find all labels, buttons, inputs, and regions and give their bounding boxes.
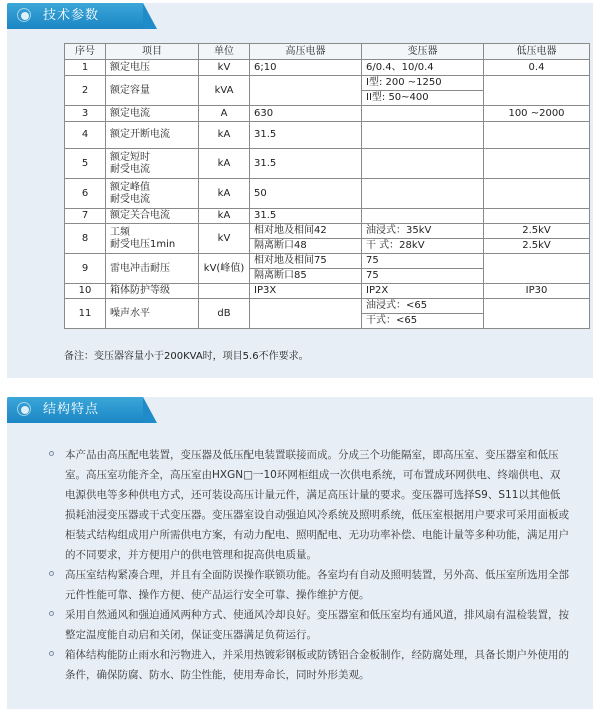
cell-lv xyxy=(484,179,590,209)
feature-text: 本产品由高压配电装置，变压器及低压配电装置联接而成。分成三个功能隔室，即高压室、变压器室和低压室。高压室功能齐全，高压室由HXGN□一10环网柜组成一次供电系统，可布置成环网供电、终端供电、双电源供电等多种供电方式，还可装设高压计量元件，满足高压计量的要求。变压器可选择S9、S11以其他低损耗油浸变压器或干式变压器。变压器室设自动强迫风冷系统及照明系统，低压室根据用户要求可采用面板或柜装式结构组成用户所需供电方案，有动力配电、照明配电、无功功率补偿、电能计量等多种功能，满足用户的不同要求，并方便用户的供电管理和捉高供电质量。 xyxy=(65,449,569,561)
cell-item: 额定开断电流 xyxy=(106,122,199,149)
cell-item xyxy=(106,224,199,254)
cell-no: 4 xyxy=(65,122,106,149)
cell-item: 额定关合电流 xyxy=(106,209,199,224)
table-row xyxy=(65,299,590,314)
table-row xyxy=(65,60,590,76)
cell-lv xyxy=(484,149,590,179)
cell-no: 3 xyxy=(65,106,106,122)
cell-lv: 100 ~2000 xyxy=(484,106,590,122)
cell-unit: kVA xyxy=(199,76,250,106)
table-row xyxy=(65,122,590,149)
list-item xyxy=(49,445,569,565)
feature-text: 高压室结构紧凑合理，并且有全面防误操作联锁功能。各室均有自动及照明装置，另外高、低压室所选用全部元件性能可靠、操作方便、使产品运行安全可靠、操作维护方便。 xyxy=(65,569,569,601)
cell-unit: kV(峰值) xyxy=(199,254,250,284)
cell-item: 噪声水平 xyxy=(106,299,199,329)
cell-lv: 2.5kV xyxy=(484,224,590,239)
cell-lv: IP30 xyxy=(484,284,590,299)
cell-no: 5 xyxy=(65,149,106,179)
cell-lv xyxy=(484,254,590,284)
cell-hv: 50 xyxy=(250,179,362,209)
cell-no: 2 xyxy=(65,76,106,106)
cell-no: 7 xyxy=(65,209,106,224)
table-header-row xyxy=(65,44,590,60)
feature-list xyxy=(49,445,569,685)
cell-hv: 31.5 xyxy=(250,209,362,224)
table-row xyxy=(65,149,590,179)
cell-tr: II型: 50~400 xyxy=(362,91,484,106)
cell-lv xyxy=(484,122,590,149)
cell-no: 11 xyxy=(65,299,106,329)
tab-title: 技术参数 xyxy=(43,8,100,23)
cell-item xyxy=(106,179,199,209)
cell-unit: kA xyxy=(199,122,250,149)
bullet-icon xyxy=(49,451,54,456)
cell-hv xyxy=(250,299,362,329)
cell-tr xyxy=(362,149,484,179)
table-row xyxy=(65,254,590,269)
cell-hv: IP3X xyxy=(250,284,362,299)
cell-no: 6 xyxy=(65,179,106,209)
dot-icon xyxy=(21,406,29,414)
item-line: 额定峰值 xyxy=(110,181,150,193)
table-row xyxy=(65,76,590,91)
col-header: 变压器 xyxy=(362,44,484,60)
cell-unit: dB xyxy=(199,299,250,329)
cell-unit: kA xyxy=(199,179,250,209)
cell-hv: 31.5 xyxy=(250,122,362,149)
cell-no: 9 xyxy=(65,254,106,284)
cell-unit: kA xyxy=(199,209,250,224)
cell-tr: 75 xyxy=(362,254,484,269)
cell-no: 1 xyxy=(65,60,106,76)
cell-lv xyxy=(484,76,590,106)
col-header: 序号 xyxy=(65,44,106,60)
cell-tr xyxy=(362,179,484,209)
cell-tr: 干 式：28kV xyxy=(362,239,484,254)
cell-item: 额定电压 xyxy=(106,60,199,76)
list-item xyxy=(49,565,569,605)
cell-hv xyxy=(250,76,362,106)
col-header: 高压电器 xyxy=(250,44,362,60)
tech-params-tab xyxy=(7,3,143,29)
col-header: 单位 xyxy=(199,44,250,60)
item-line: 耐受电流 xyxy=(110,163,150,175)
tech-params-panel xyxy=(7,3,593,378)
cell-no: 10 xyxy=(65,284,106,299)
col-header: 项目 xyxy=(106,44,199,60)
cell-tr: 油浸式：35kV xyxy=(362,224,484,239)
cell-hv: 隔离断口48 xyxy=(250,239,362,254)
col-header: 低压电器 xyxy=(484,44,590,60)
table-row xyxy=(65,179,590,209)
item-line: 耐受电压1min xyxy=(110,238,176,250)
table-row xyxy=(65,284,590,299)
cell-tr: 干式：<65 xyxy=(362,314,484,329)
tab-title: 结构特点 xyxy=(43,402,100,417)
bullet-icon xyxy=(49,611,54,616)
cell-item: 雷电冲击耐压 xyxy=(106,254,199,284)
cell-tr xyxy=(362,209,484,224)
cell-tr: 75 xyxy=(362,269,484,284)
cell-item: 额定容量 xyxy=(106,76,199,106)
cell-unit: A xyxy=(199,106,250,122)
cell-lv xyxy=(484,209,590,224)
table-row xyxy=(65,106,590,122)
item-line: 工频 xyxy=(110,226,130,238)
cell-tr: IP2X xyxy=(362,284,484,299)
list-item xyxy=(49,605,569,645)
cell-lv: 2.5kV xyxy=(484,239,590,254)
cell-unit: kV xyxy=(199,224,250,254)
bullet-icon xyxy=(49,571,54,576)
cell-unit: kV xyxy=(199,60,250,76)
cell-hv: 31.5 xyxy=(250,149,362,179)
cell-tr: 油浸式：<65 xyxy=(362,299,484,314)
structure-panel xyxy=(7,397,593,709)
cell-hv: 隔离断口85 xyxy=(250,269,362,284)
feature-text: 箱体结构能防止雨水和污物进入，并采用热镀彩钢板或防锈铝合金板制作，经防腐处理，具备长期户外使用的条件，确保防腐、防水、防尘性能，使用寿命长，同时外形美观。 xyxy=(65,649,569,681)
cell-tr: 6/0.4、10/0.4 xyxy=(362,60,484,76)
cell-tr xyxy=(362,122,484,149)
item-line: 额定短时 xyxy=(110,151,150,163)
cell-hv: 相对地及相间42 xyxy=(250,224,362,239)
cell-no: 8 xyxy=(65,224,106,254)
spec-table xyxy=(64,43,590,329)
cell-hv: 630 xyxy=(250,106,362,122)
cell-tr: I型: 200 ~1250 xyxy=(362,76,484,91)
cell-tr xyxy=(362,106,484,122)
cell-item xyxy=(106,149,199,179)
cell-unit: kA xyxy=(199,149,250,179)
item-line: 耐受电流 xyxy=(110,193,150,205)
cell-item: 额定电流 xyxy=(106,106,199,122)
structure-tab xyxy=(7,397,143,423)
cell-item: 箱体防护等级 xyxy=(106,284,199,299)
list-item xyxy=(49,645,569,685)
bullet-icon xyxy=(49,651,54,656)
cell-hv: 6;10 xyxy=(250,60,362,76)
cell-lv xyxy=(484,299,590,329)
table-note: 备注：变压器容量小于200KVA时，项目5.6不作要求。 xyxy=(64,351,309,362)
table-row xyxy=(65,224,590,239)
dot-icon xyxy=(21,12,29,20)
cell-lv: 0.4 xyxy=(484,60,590,76)
cell-hv: 相对地及相间75 xyxy=(250,254,362,269)
cell-unit xyxy=(199,284,250,299)
feature-text: 采用自然通风和强迫通风两种方式、使通风冷却良好。变压器室和低压室均有通风道，排风扇有温检装置，按整定温度能自动启和关闭，保证变压器满足负荷运行。 xyxy=(65,609,569,641)
table-row xyxy=(65,209,590,224)
